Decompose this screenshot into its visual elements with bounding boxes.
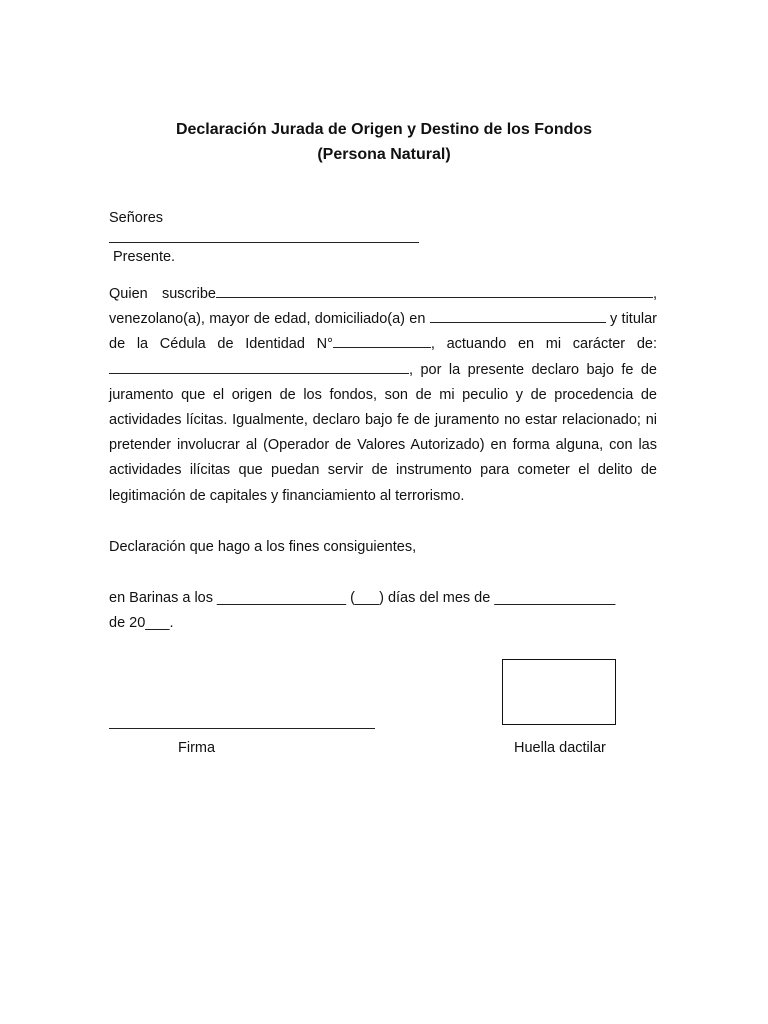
capacity-blank — [109, 360, 409, 374]
presente-text: Presente. — [113, 249, 176, 265]
recipient-blank-line — [109, 242, 419, 243]
document-title: Declaración Jurada de Origen y Destino de los Fondos — [175, 121, 593, 138]
date-line-1: en Barinas a los ________________ (___) días del mes de _______________ — [109, 590, 616, 606]
body-text-4: , actuando en mi carácter de: — [430, 336, 657, 353]
fingerprint-box — [502, 659, 616, 725]
fingerprint-label: Huella dactilar — [514, 740, 606, 756]
declaration-body — [109, 282, 657, 509]
document-subtitle: (Persona Natural) — [317, 146, 451, 163]
closing-text: Declaración que hago a los fines consiguientes, — [109, 539, 417, 555]
name-blank — [216, 284, 653, 298]
body-text-3: y titular de la Cédula de Identidad N° — [109, 311, 657, 353]
address-blank — [430, 309, 606, 323]
body-text-1: Quien suscribe — [109, 286, 216, 302]
id-number-blank — [333, 334, 431, 348]
body-text-5: , por la presente declaro bajo fe de juramento que el origen de los fondos, son de mi peculio y de procedencia de actividades lícitas. Igualmente, declaro bajo fe de juramento no estar relacionado; ni pretender involucrar al (Operador de Valores Autorizado) en forma alguna, con las actividades ilícitas que puedan servir de instrumento para cometer el delito de legitimación de capitales y financiamiento al terrorismo. — [109, 361, 657, 504]
body-text-2: , venezolano(a), mayor de edad, domiciliado(a) en — [109, 286, 657, 328]
date-line-2: de 20___. — [109, 615, 174, 631]
salutation: Señores — [109, 210, 164, 226]
signature-line — [109, 728, 375, 729]
signature-label: Firma — [178, 740, 216, 756]
